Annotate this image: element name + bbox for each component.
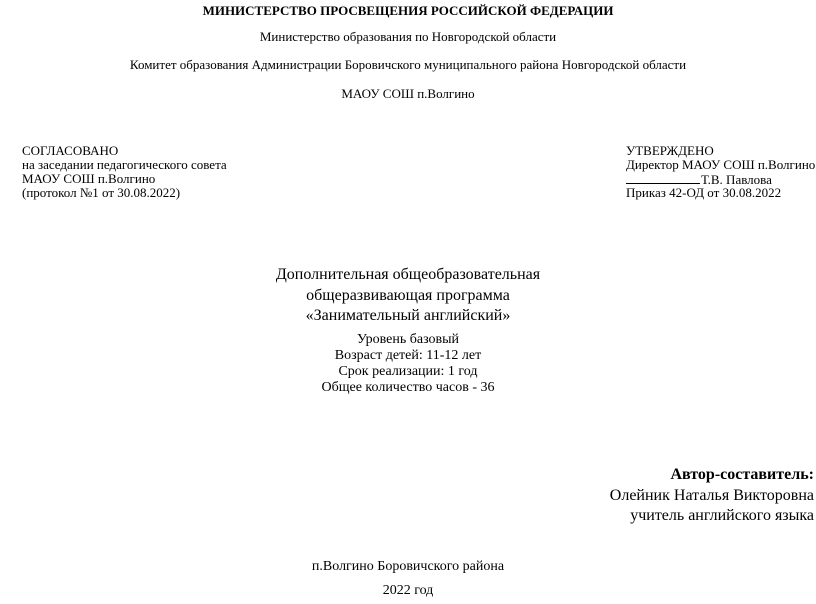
program-level: Уровень базовый bbox=[356, 332, 460, 347]
committee-line: Комитет образования Администрации Боровичского муниципального района Новгородской области bbox=[129, 57, 687, 72]
regional-ministry: Министерство образования по Новгородской области bbox=[259, 29, 557, 44]
school-name: МАОУ СОШ п.Волгино bbox=[341, 86, 475, 101]
author-label: Автор-составитель: bbox=[670, 466, 814, 483]
author-name: Олейник Наталья Викторовна bbox=[609, 487, 814, 504]
program-title-line-3: «Занимательный английский» bbox=[305, 307, 511, 324]
approved-signature-name: Т.В. Павлова bbox=[701, 172, 772, 187]
program-hours: Общее количество часов - 36 bbox=[321, 380, 495, 395]
signature-underline bbox=[626, 171, 700, 184]
program-title-line-1: Дополнительная общеобразовательная bbox=[275, 266, 541, 283]
agreed-line-1: на заседании педагогического совета bbox=[22, 157, 227, 172]
agreed-line-3: (протокол №1 от 30.08.2022) bbox=[22, 185, 181, 200]
footer-year: 2022 год bbox=[382, 583, 434, 598]
approved-title: УТВЕРЖДЕНО bbox=[626, 143, 714, 158]
approved-line-1: Директор МАОУ СОШ п.Волгино bbox=[626, 157, 816, 172]
ministry-heading: МИНИСТЕРСТВО ПРОСВЕЩЕНИЯ РОССИЙСКОЙ ФЕДЕРАЦИИ bbox=[202, 3, 614, 18]
footer-place: п.Волгино Боровичского района bbox=[311, 559, 505, 574]
author-position: учитель английского языка bbox=[630, 507, 814, 524]
agreed-line-2: МАОУ СОШ п.Волгино bbox=[22, 171, 156, 186]
program-title-line-2: общеразвивающая программа bbox=[306, 287, 510, 304]
agreed-title: СОГЛАСОВАНО bbox=[22, 143, 119, 158]
program-duration: Срок реализации: 1 год bbox=[338, 364, 478, 379]
program-age: Возраст детей: 11-12 лет bbox=[334, 348, 482, 363]
approved-line-3: Приказ 42-ОД от 30.08.2022 bbox=[626, 185, 782, 200]
